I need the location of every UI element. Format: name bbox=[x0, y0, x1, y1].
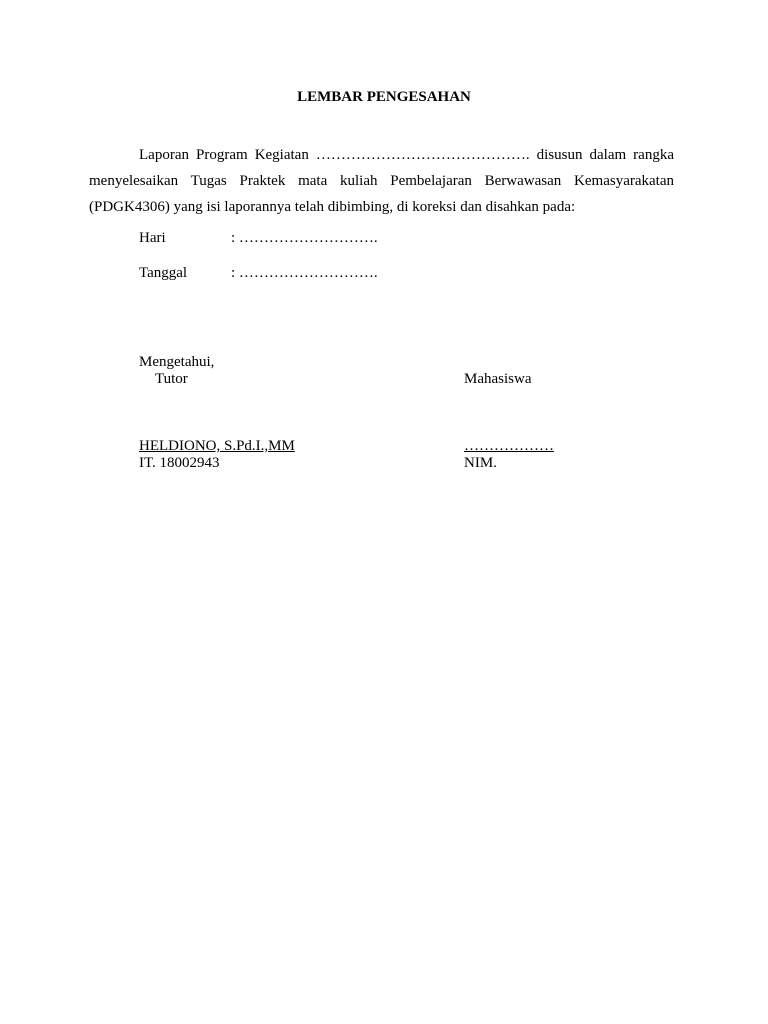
student-role: Mahasiswa bbox=[464, 371, 532, 387]
field-tanggal-label: Tanggal bbox=[139, 265, 188, 281]
field-hari-label: Hari bbox=[139, 230, 166, 246]
tutor-name: HELDIONO, S.Pd.I.,MM bbox=[139, 438, 295, 454]
page-title: LEMBAR PENGESAHAN bbox=[297, 89, 471, 105]
tutor-id: IT. 18002943 bbox=[139, 455, 220, 471]
field-tanggal bbox=[139, 264, 378, 282]
student-nim: NIM. bbox=[464, 455, 497, 471]
tutor-role: Tutor bbox=[155, 371, 188, 387]
field-hari bbox=[139, 229, 378, 247]
field-tanggal-value: : ………………………. bbox=[231, 265, 378, 281]
body-paragraph: Laporan Program Kegiatan ……………………………………. disusun dalam rangka menyelesaikan Tugas Praktek mata kuliah Pembelajaran Berwawasan Kemasyarakatan (PDGK4306) yang isi laporannya telah dibimbing, di koreksi dan disahkan pada: bbox=[89, 147, 674, 215]
student-name-blank: ……………… bbox=[464, 438, 554, 454]
acknowledged-label: Mengetahui, bbox=[139, 354, 215, 370]
field-hari-value: : ………………………. bbox=[231, 230, 378, 246]
